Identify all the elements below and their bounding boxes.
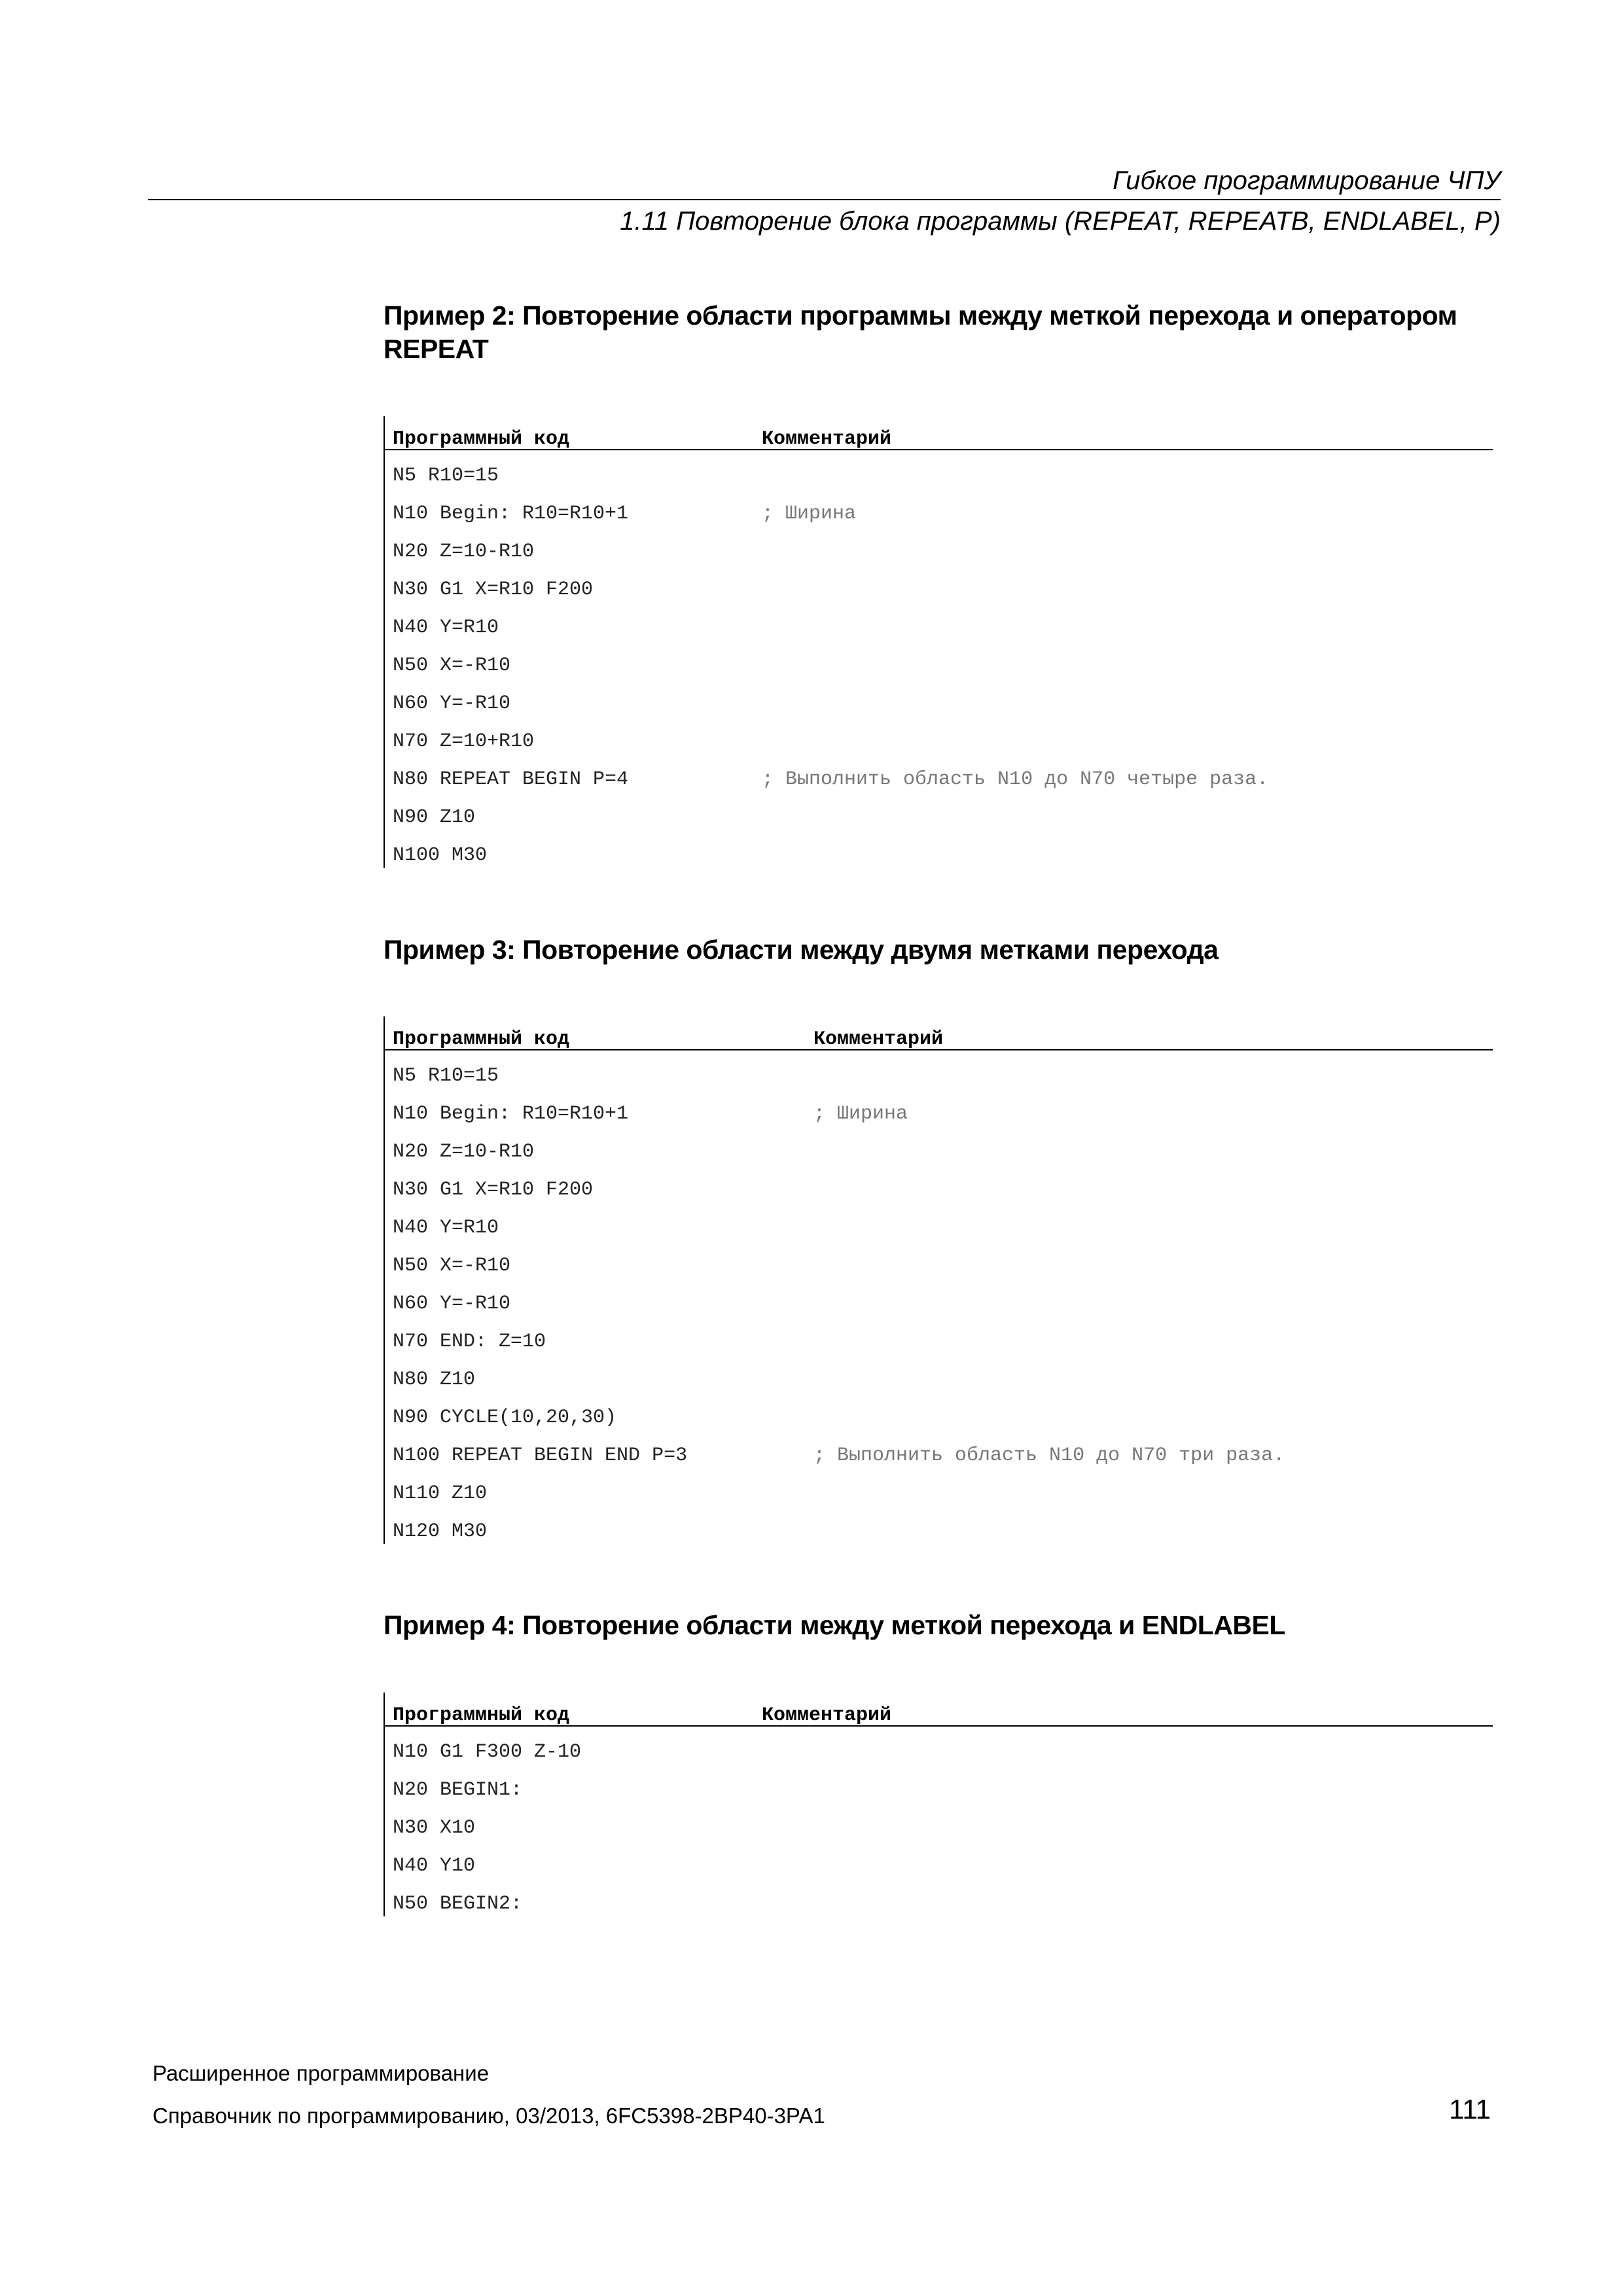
code-comment: ; Ширина	[762, 503, 857, 525]
code-line: N50 BEGIN2:	[393, 1893, 523, 1915]
code-line: N60 Y=-R10	[393, 692, 511, 715]
code-line: N20 Z=10-R10	[393, 1141, 535, 1163]
code-row	[383, 602, 1493, 640]
example-3-code-table	[383, 1016, 1493, 1544]
code-line: N90 Z10	[393, 806, 476, 829]
code-row	[383, 526, 1493, 564]
code-line: N20 BEGIN1:	[393, 1779, 523, 1801]
column-header-code: Программный код	[393, 428, 570, 450]
example-3-heading: Пример 3: Повторение области между двумя метками перехода	[383, 935, 1219, 965]
code-row	[383, 792, 1493, 830]
code-row	[383, 564, 1493, 602]
running-header-subtitle: 1.11 Повторение блока программы (REPEAT, REPEATB, ENDLABEL, P)	[620, 207, 1501, 236]
code-line: N90 CYCLE(10,20,30)	[393, 1407, 617, 1429]
code-row	[383, 678, 1493, 716]
code-row	[383, 716, 1493, 754]
table-header	[383, 1693, 1493, 1727]
code-comment: ; Выполнить область N10 до N70 три раза.	[813, 1444, 1285, 1467]
page-number: 111	[1449, 2094, 1491, 2125]
code-line: N100 REPEAT BEGIN END P=3	[393, 1444, 688, 1467]
code-row	[383, 1316, 1493, 1354]
code-line: N10 Begin: R10=R10+1	[393, 503, 629, 525]
code-row	[383, 1278, 1493, 1316]
code-line: N40 Y=R10	[393, 617, 499, 639]
example-4-code-table	[383, 1693, 1493, 1916]
header-rule	[148, 199, 1501, 200]
code-row	[383, 1240, 1493, 1278]
column-header-comment: Комментарий	[762, 428, 892, 450]
code-line: N80 Z10	[393, 1369, 476, 1391]
footer-manual-info: Справочник по программированию, 03/2013, 6FC5398-2BP40-3PA1	[152, 2104, 825, 2128]
example-2-code-table	[383, 416, 1493, 868]
code-row	[383, 1050, 1493, 1088]
code-line: N30 G1 X=R10 F200	[393, 1179, 594, 1201]
code-line: N60 Y=-R10	[393, 1293, 511, 1315]
code-line: N70 Z=10+R10	[393, 730, 535, 753]
code-row	[383, 1765, 1493, 1803]
example-4-heading: Пример 4: Повторение области между меткой перехода и ENDLABEL	[383, 1610, 1285, 1640]
code-row	[383, 1727, 1493, 1765]
running-header-title: Гибкое программирование ЧПУ	[1113, 166, 1501, 195]
code-line: N5 R10=15	[393, 1065, 499, 1087]
code-line: N80 REPEAT BEGIN P=4	[393, 768, 629, 791]
code-line: N50 X=-R10	[393, 1255, 511, 1277]
code-row	[383, 1164, 1493, 1202]
code-line: N120 M30	[393, 1520, 488, 1543]
code-row	[383, 830, 1493, 868]
column-header-comment: Комментарий	[813, 1028, 944, 1050]
code-line: N10 Begin: R10=R10+1	[393, 1103, 629, 1125]
code-line: N100 M30	[393, 844, 488, 867]
code-line: N30 X10	[393, 1817, 476, 1839]
code-line: N50 X=-R10	[393, 655, 511, 677]
code-row	[383, 1354, 1493, 1392]
code-line: N20 Z=10-R10	[393, 541, 535, 563]
code-comment: ; Ширина	[813, 1103, 908, 1125]
code-row	[383, 1088, 1493, 1126]
footer-book-title: Расширенное программирование	[152, 2061, 490, 2085]
code-comment: ; Выполнить область N10 до N70 четыре раза.	[762, 768, 1269, 791]
code-line: N5 R10=15	[393, 465, 499, 487]
column-header-comment: Комментарий	[762, 1704, 892, 1727]
code-line: N10 G1 F300 Z-10	[393, 1741, 582, 1763]
code-row	[383, 1506, 1493, 1544]
code-line: N110 Z10	[393, 1482, 488, 1505]
code-row	[383, 1840, 1493, 1878]
code-row	[383, 1468, 1493, 1506]
code-row	[383, 754, 1493, 792]
code-row	[383, 1392, 1493, 1430]
table-header	[383, 416, 1493, 450]
column-header-code: Программный код	[393, 1704, 570, 1727]
code-row	[383, 1126, 1493, 1164]
code-row	[383, 1430, 1493, 1468]
code-line: N70 END: Z=10	[393, 1331, 546, 1353]
code-row	[383, 640, 1493, 678]
code-line: N40 Y=R10	[393, 1217, 499, 1239]
code-row	[383, 1878, 1493, 1916]
code-row	[383, 1202, 1493, 1240]
example-2-heading: Пример 2: Повторение области программы между меткой перехода и оператором REPEAT	[383, 300, 1457, 364]
code-row	[383, 450, 1493, 488]
column-header-code: Программный код	[393, 1028, 570, 1050]
code-line: N40 Y10	[393, 1855, 476, 1877]
code-line: N30 G1 X=R10 F200	[393, 579, 594, 601]
code-row	[383, 488, 1493, 526]
code-row	[383, 1803, 1493, 1840]
table-header	[383, 1016, 1493, 1050]
